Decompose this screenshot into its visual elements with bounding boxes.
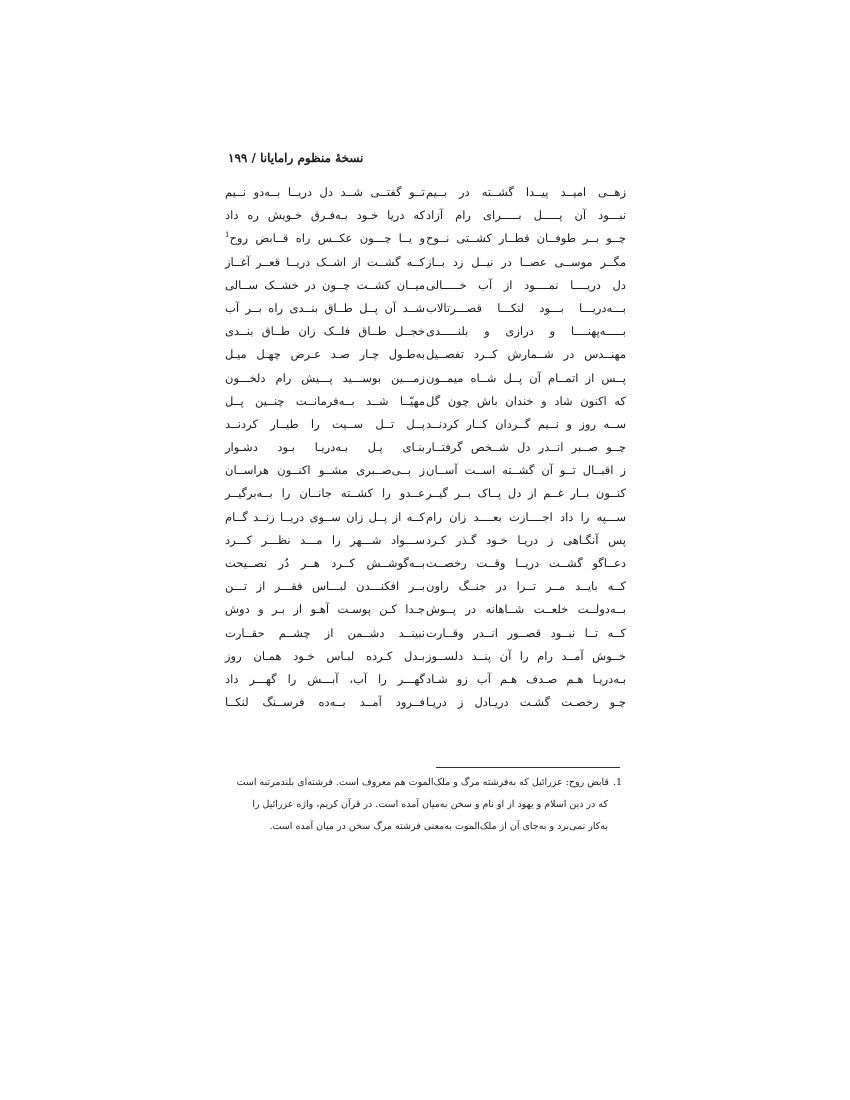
verse-line: بـــــه‌پهنــــا و درازی و بلنـــــدی bbox=[426, 324, 626, 339]
footnote-number: 1. bbox=[612, 777, 622, 788]
footnote-text: قابض روح: عزرائیل که به‌فرشته مرگ و ملک‌الموت هم معروف است. فرشته‌ای بلندمرتبه است bbox=[236, 777, 609, 788]
verse-line: بـه‌دریـا هـم صـدف هـم آب زو شـاد bbox=[426, 671, 626, 686]
verse-line: پس آنگـاهی ز دریـا خـود گـذر کـرد bbox=[426, 532, 626, 547]
footnote bbox=[228, 772, 622, 838]
verse-line: زهــی امیــد پیــدا گشــته در بــیم bbox=[426, 185, 626, 199]
verse-line: به‌طـول چـار صـد عـرض چهـل میـل bbox=[225, 347, 425, 362]
verse-line: مهیّــا شــد بــه‌فرمانــت چنــین پــل bbox=[225, 393, 425, 408]
verse-line: کــه از پــل زان ســوی دریــا زنــد گــام bbox=[225, 509, 425, 524]
verse-line: پــل تــل ســیت را طیــار کردنــد bbox=[225, 416, 425, 431]
footnote-marker: 1 bbox=[225, 231, 230, 240]
verse-line: شــد آن پــل طــاق بنــدی راه بــر آب bbox=[225, 300, 425, 315]
verse-line: بنـای پـل بـه‌دریـا بـود دشـوار bbox=[225, 440, 425, 455]
verse-line: زمـــین بوســـید پـــیش رام دلخـــون bbox=[225, 370, 425, 385]
verse-line: نبینــد دشــمن از چشــم حقــارت bbox=[225, 625, 425, 640]
verse-line: میــان کشــت چــون در خشــک ســالی bbox=[225, 277, 425, 292]
verse-line: خجــل طــاق فلــک زان طــاق بنــدی bbox=[225, 324, 425, 339]
verse-text: و یــا چـــون عکــس راه قــابض روح bbox=[229, 231, 425, 246]
verse-line: دل دریــــا نمــــود از آب خـــــالی bbox=[426, 277, 626, 292]
verse-line: ســـپه را داد اجــــازت بعــــد زان رام bbox=[426, 509, 626, 524]
verse-line: که اکنون شاد و خندان باش چون گل bbox=[426, 393, 626, 408]
verse-line: دعــاگو گشــت دریــا وقــت رخصــت bbox=[426, 556, 626, 570]
verse-line: که دریا خـود بـه‌فـرق خـویش ره داد bbox=[225, 208, 425, 223]
verse-line: ســه روز و نــیم گــردان کــار کردنــد bbox=[426, 416, 626, 431]
footnote-line: به‌کار نمی‌برد و به‌جای آن از ملک‌الموت به‌معنی فرشته مرگ سخن در میان آمده است. bbox=[269, 821, 608, 832]
verse-line: بــه‌دولــت خلعــت شــاهانه در پــوش bbox=[426, 602, 626, 617]
poem-column-left bbox=[225, 181, 425, 714]
verse-line-with-footnote bbox=[225, 227, 425, 250]
verse-line: پــس از اتمــام آن پــل شــاه میمــون bbox=[426, 370, 626, 385]
verse-line: جـدا کـن پوسـت آهـو از بـر و دوش bbox=[225, 602, 425, 617]
verse-line: بــه‌گوشــش کــرد هــر دُر نصــیحت bbox=[225, 556, 425, 570]
verse-line: خــوش آمــد رام را آن پنــد دلســوز bbox=[426, 648, 626, 663]
verse-line: کــه بایــد مــر تــرا در جنــگ راون bbox=[426, 579, 626, 594]
verse-line: کنــون بــار غــم از دل پــاک بــر گیــر bbox=[426, 486, 626, 501]
footnote-line bbox=[228, 772, 622, 794]
verse-line: ســـواد شـــهر را مـــد نظـــر کـــرد bbox=[225, 532, 425, 547]
verse-line: چــو بــر طوفــان قطــار کشــتی نــوح bbox=[426, 231, 626, 246]
poem-column-right bbox=[426, 181, 626, 714]
footnote-line: که در دین اسلام و یهود از او نام و سخن به‌میان آمده است. در قرآن کریم، واژه عزرائیل را bbox=[252, 799, 608, 810]
verse-line: نبـــود آن پـــــل بـــــرای رام آزاد bbox=[426, 208, 626, 223]
verse-line: ز بــی‌صــبری مشــو اکنــون هراســان bbox=[225, 463, 425, 478]
verse-line: بـــه‌دریـــا بـــود لنکـــا قصـــرتالاب bbox=[426, 300, 626, 315]
verse-line: چــو صــبر انــدر دل شــخص گرفتــار bbox=[426, 440, 626, 455]
verse-line: کــه گشــت از اشــک دریــا قعــر آغــاز bbox=[225, 254, 425, 269]
verse-line: گهـــر را آب، آبـــش را گهـــر داد bbox=[225, 671, 425, 686]
verse-line: بـدل کـرده لبـاس خـود همـان روز bbox=[225, 648, 425, 663]
verse-line: مگــر موســی عصــا در نیــل زد بــاز bbox=[426, 254, 626, 269]
verse-line: بــر افکنـــدن لبـــاس فقـــر از تـــن bbox=[225, 579, 425, 594]
verse-line: مهنــدس در شــمارش کــرد تفصــیل bbox=[426, 347, 626, 362]
verse-line: فــرود آمــد بــه‌ده فرســنگ لنکــا bbox=[225, 695, 425, 710]
verse-line: چـو رخصـت گشـت دریـادل ز دریـا bbox=[426, 695, 626, 710]
verse-line: عــدو را کشــته جانــان را بــه‌برگیــر bbox=[225, 486, 425, 501]
footnote-divider bbox=[436, 767, 620, 768]
page-header: نسخهٔ منظوم رامایانا / ۱۹۹ bbox=[228, 151, 364, 165]
verse-line: تــو گفتــی شــد دل دریــا بــه‌دو نــیم bbox=[225, 185, 425, 199]
verse-line: ز اقبــال تــو آن گشــته اســت آســان bbox=[426, 463, 626, 478]
verse-line: کــه تــا نبــود قصــور انــدر وقــارت bbox=[426, 625, 626, 640]
